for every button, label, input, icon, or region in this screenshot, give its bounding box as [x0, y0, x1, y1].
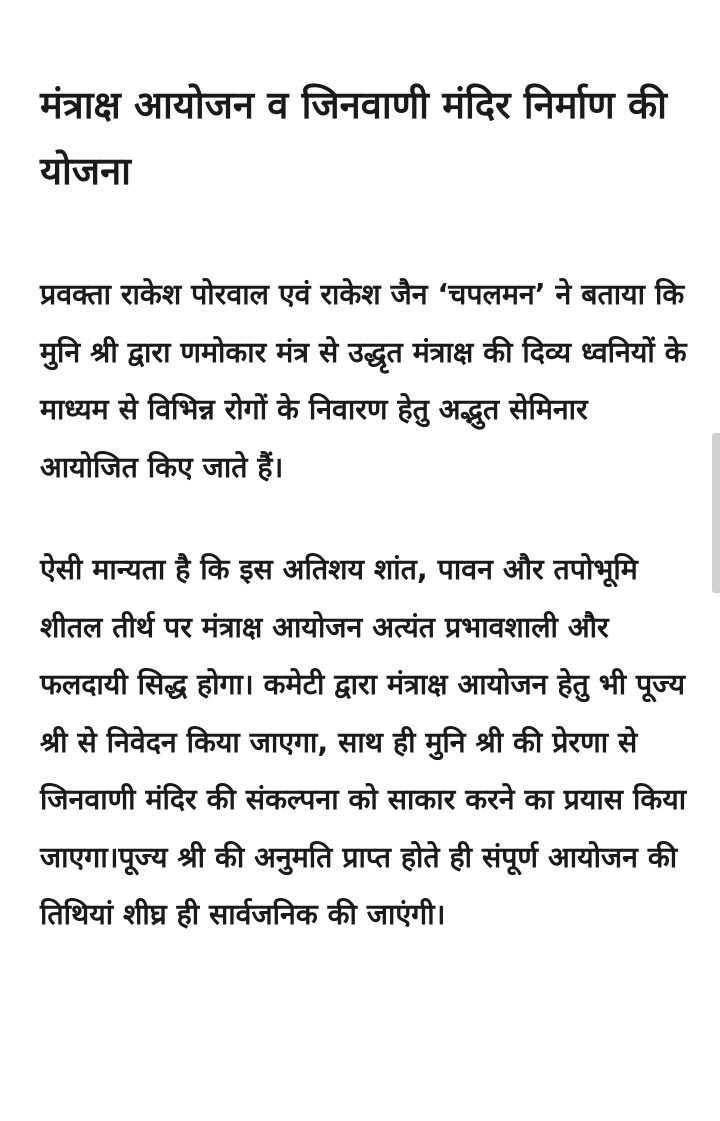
article-body: [40, 72, 690, 944]
article-paragraph: प्रवक्ता राकेश पोरवाल एवं राकेश जैन ‘चपलमन’ ने बताया कि मुनि श्री द्वारा णमोकार मंत्र से उद्धृत मंत्राक्ष की दिव्य ध्वनियों के माध्यम से विभिन्न रोगों के निवारण हेतु अद्भुत सेमिनार आयोजित किए जाते हैं।: [40, 278, 687, 484]
scrollbar-thumb[interactable]: [712, 433, 720, 593]
article-paragraph: ऐसी मान्यता है कि इस अतिशय शांत, पावन और तपोभूमि शीतल तीर्थ पर मंत्राक्ष आयोजन अत्यंत प्रभावशाली और फलदायी सिद्ध होगा। कमेटी द्वारा मंत्राक्ष आयोजन हेतु भी पूज्य श्री से निवेदन किया जाएगा, साथ ही मुनि श्री की प्रेरणा से जिनवाणी मंदिर की संकल्पना को साकार करने का प्रयास किया जाएगा।पूज्य श्री की अनुमति प्राप्त होते ही संपूर्ण आयोजन की तिथियां शीघ्र ही सार्वजनिक की जाएंगी।: [40, 553, 687, 931]
article-headline: मंत्राक्ष आयोजन व जिनवाणी मंदिर निर्माण की योजना: [40, 83, 667, 193]
